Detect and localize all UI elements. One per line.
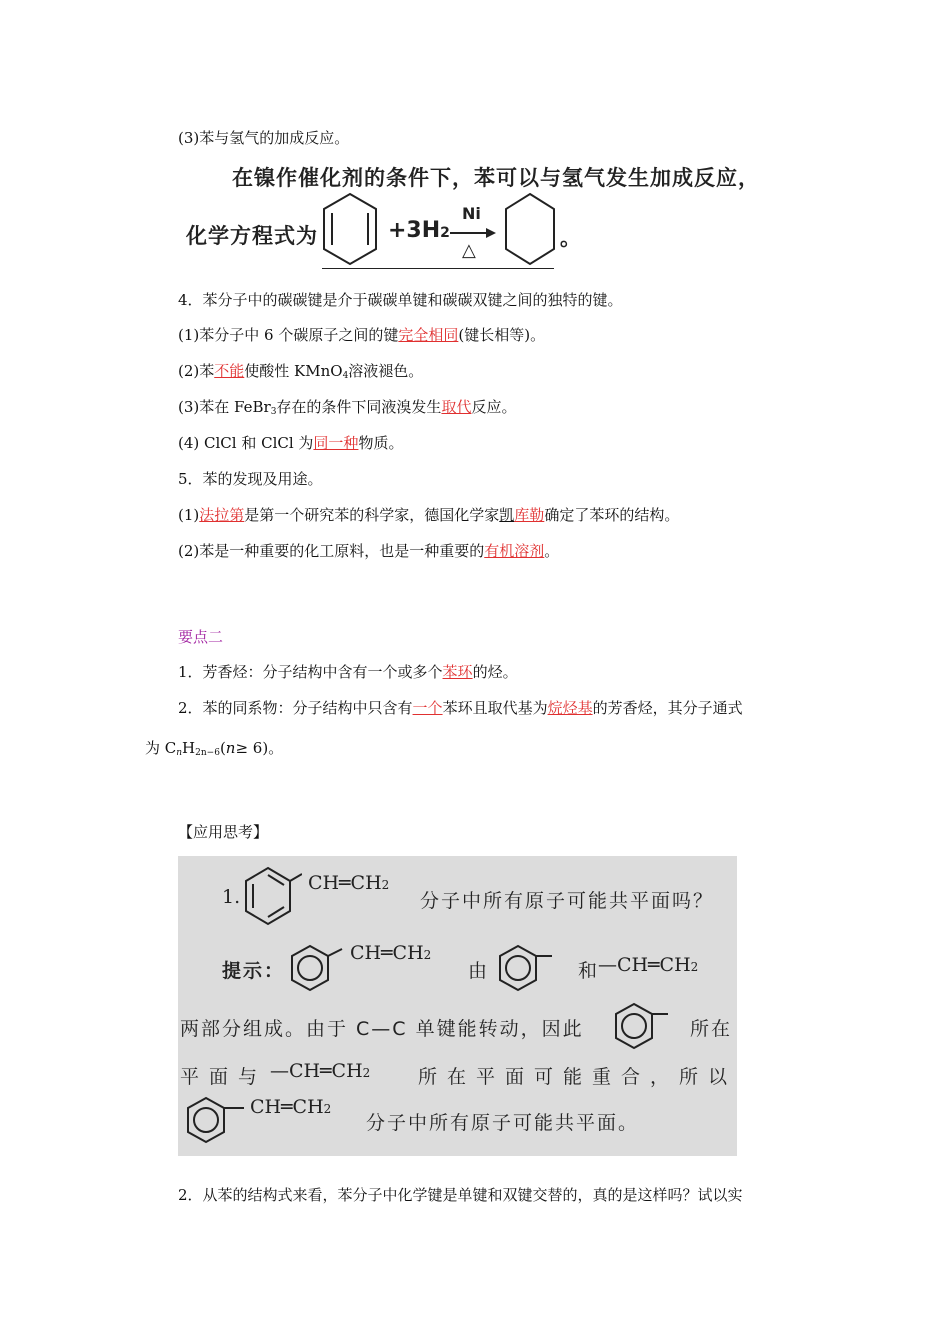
plus-h2: +3H2 <box>388 218 450 243</box>
question-2: 2．从苯的结构式来看，苯分子中化学键是单键和双键交替的，真的是这样吗？试以实 <box>178 1186 743 1204</box>
reaction-prefix: 化学方程式为 <box>186 224 318 248</box>
styrene-ring-icon <box>242 864 302 934</box>
phenyl-icon-2 <box>612 1000 672 1056</box>
application-image <box>178 856 737 1156</box>
cyclohexane-icon <box>502 190 558 270</box>
conclusion-text: 分子中所有原子可能共平面。 <box>366 1112 640 1134</box>
explanation-row-2a: 平面与 <box>180 1066 268 1088</box>
general-formula: 为 $C_nH_{2n-6}(n\ge 6)$。 <box>145 739 284 758</box>
point-5-item-1: (1)法拉第是第一个研究苯的科学家，德国化学家凯库勒确定了苯环的结构。 <box>178 506 680 524</box>
vinyl-group-2: —CH═CH2 <box>270 1060 371 1082</box>
benzene-ring-icon <box>288 942 348 998</box>
explanation-row-1: 两部分组成。由于 C—C 单键能转动，因此 <box>180 1018 584 1040</box>
catalyst-label: Ni <box>462 204 481 223</box>
application-heading: 【应用思考】 <box>178 823 269 841</box>
heat-symbol: △ <box>462 240 476 261</box>
reaction-period: 。 <box>560 226 581 250</box>
explanation-row-2b: 所在平面可能重合，所以 <box>418 1066 738 1088</box>
explanation-suozai: 所在 <box>690 1018 733 1040</box>
underline-divider <box>322 268 554 269</box>
homolog-definition: 2．苯的同系物：分子结构中只含有一个苯环且取代基为烷烃基的芳香烃，其分子通式 <box>178 699 743 717</box>
phenyl-icon <box>496 942 556 998</box>
question-1-number: 1. <box>222 886 241 908</box>
reaction-line1: 在镍作催化剂的条件下，苯可以与氢气发生加成反应， <box>232 166 760 190</box>
question-1-text: 分子中所有原子可能共平面吗？ <box>420 890 715 912</box>
point-5-item-2: (2)苯是一种重要的化工原料，也是一种重要的有机溶剂。 <box>178 542 560 560</box>
point-5-title: 5．苯的发现及用途。 <box>178 470 323 488</box>
styrene-ring-icon-2 <box>184 1094 254 1150</box>
benzene-kekule-icon <box>320 190 380 270</box>
aromatic-definition: 1．芳香烃：分子结构中含有一个或多个苯环的烃。 <box>178 663 518 681</box>
point-4-item-1: (1)苯分子中 6 个碳原子之间的键完全相同(键长相等)。 <box>178 326 546 344</box>
key-point-2-heading: 要点二 <box>178 628 224 646</box>
arrow-icon <box>448 227 498 239</box>
point-4-item-3: (3)苯在 FeBr$_3$存在的条件下同液溴发生取代反应。 <box>178 398 517 417</box>
section-3-heading: (3)苯与氢气的加成反应。 <box>178 129 350 147</box>
hint-he: 和 <box>578 960 600 982</box>
point-4-title: 4．苯分子中的碳碳键是介于碳碳单键和碳碳双键之间的独特的键。 <box>178 291 623 309</box>
point-4-item-2: (2)苯不能使酸性 KMnO$_4$溶液褪色。 <box>178 362 424 381</box>
point-4-item-4: (4) ClCl 和 ClCl 为同一种物质。 <box>178 434 404 452</box>
vinyl-group: —CH═CH2 <box>598 954 699 976</box>
styrene-vinyl-2: CH═CH2 <box>350 942 432 964</box>
styrene-vinyl-1: CH═CH2 <box>308 872 390 894</box>
hint-you: 由 <box>468 960 490 982</box>
hint-label: 提示： <box>222 960 286 982</box>
styrene-vinyl-3: CH═CH2 <box>250 1096 332 1118</box>
reaction-image <box>180 160 780 275</box>
